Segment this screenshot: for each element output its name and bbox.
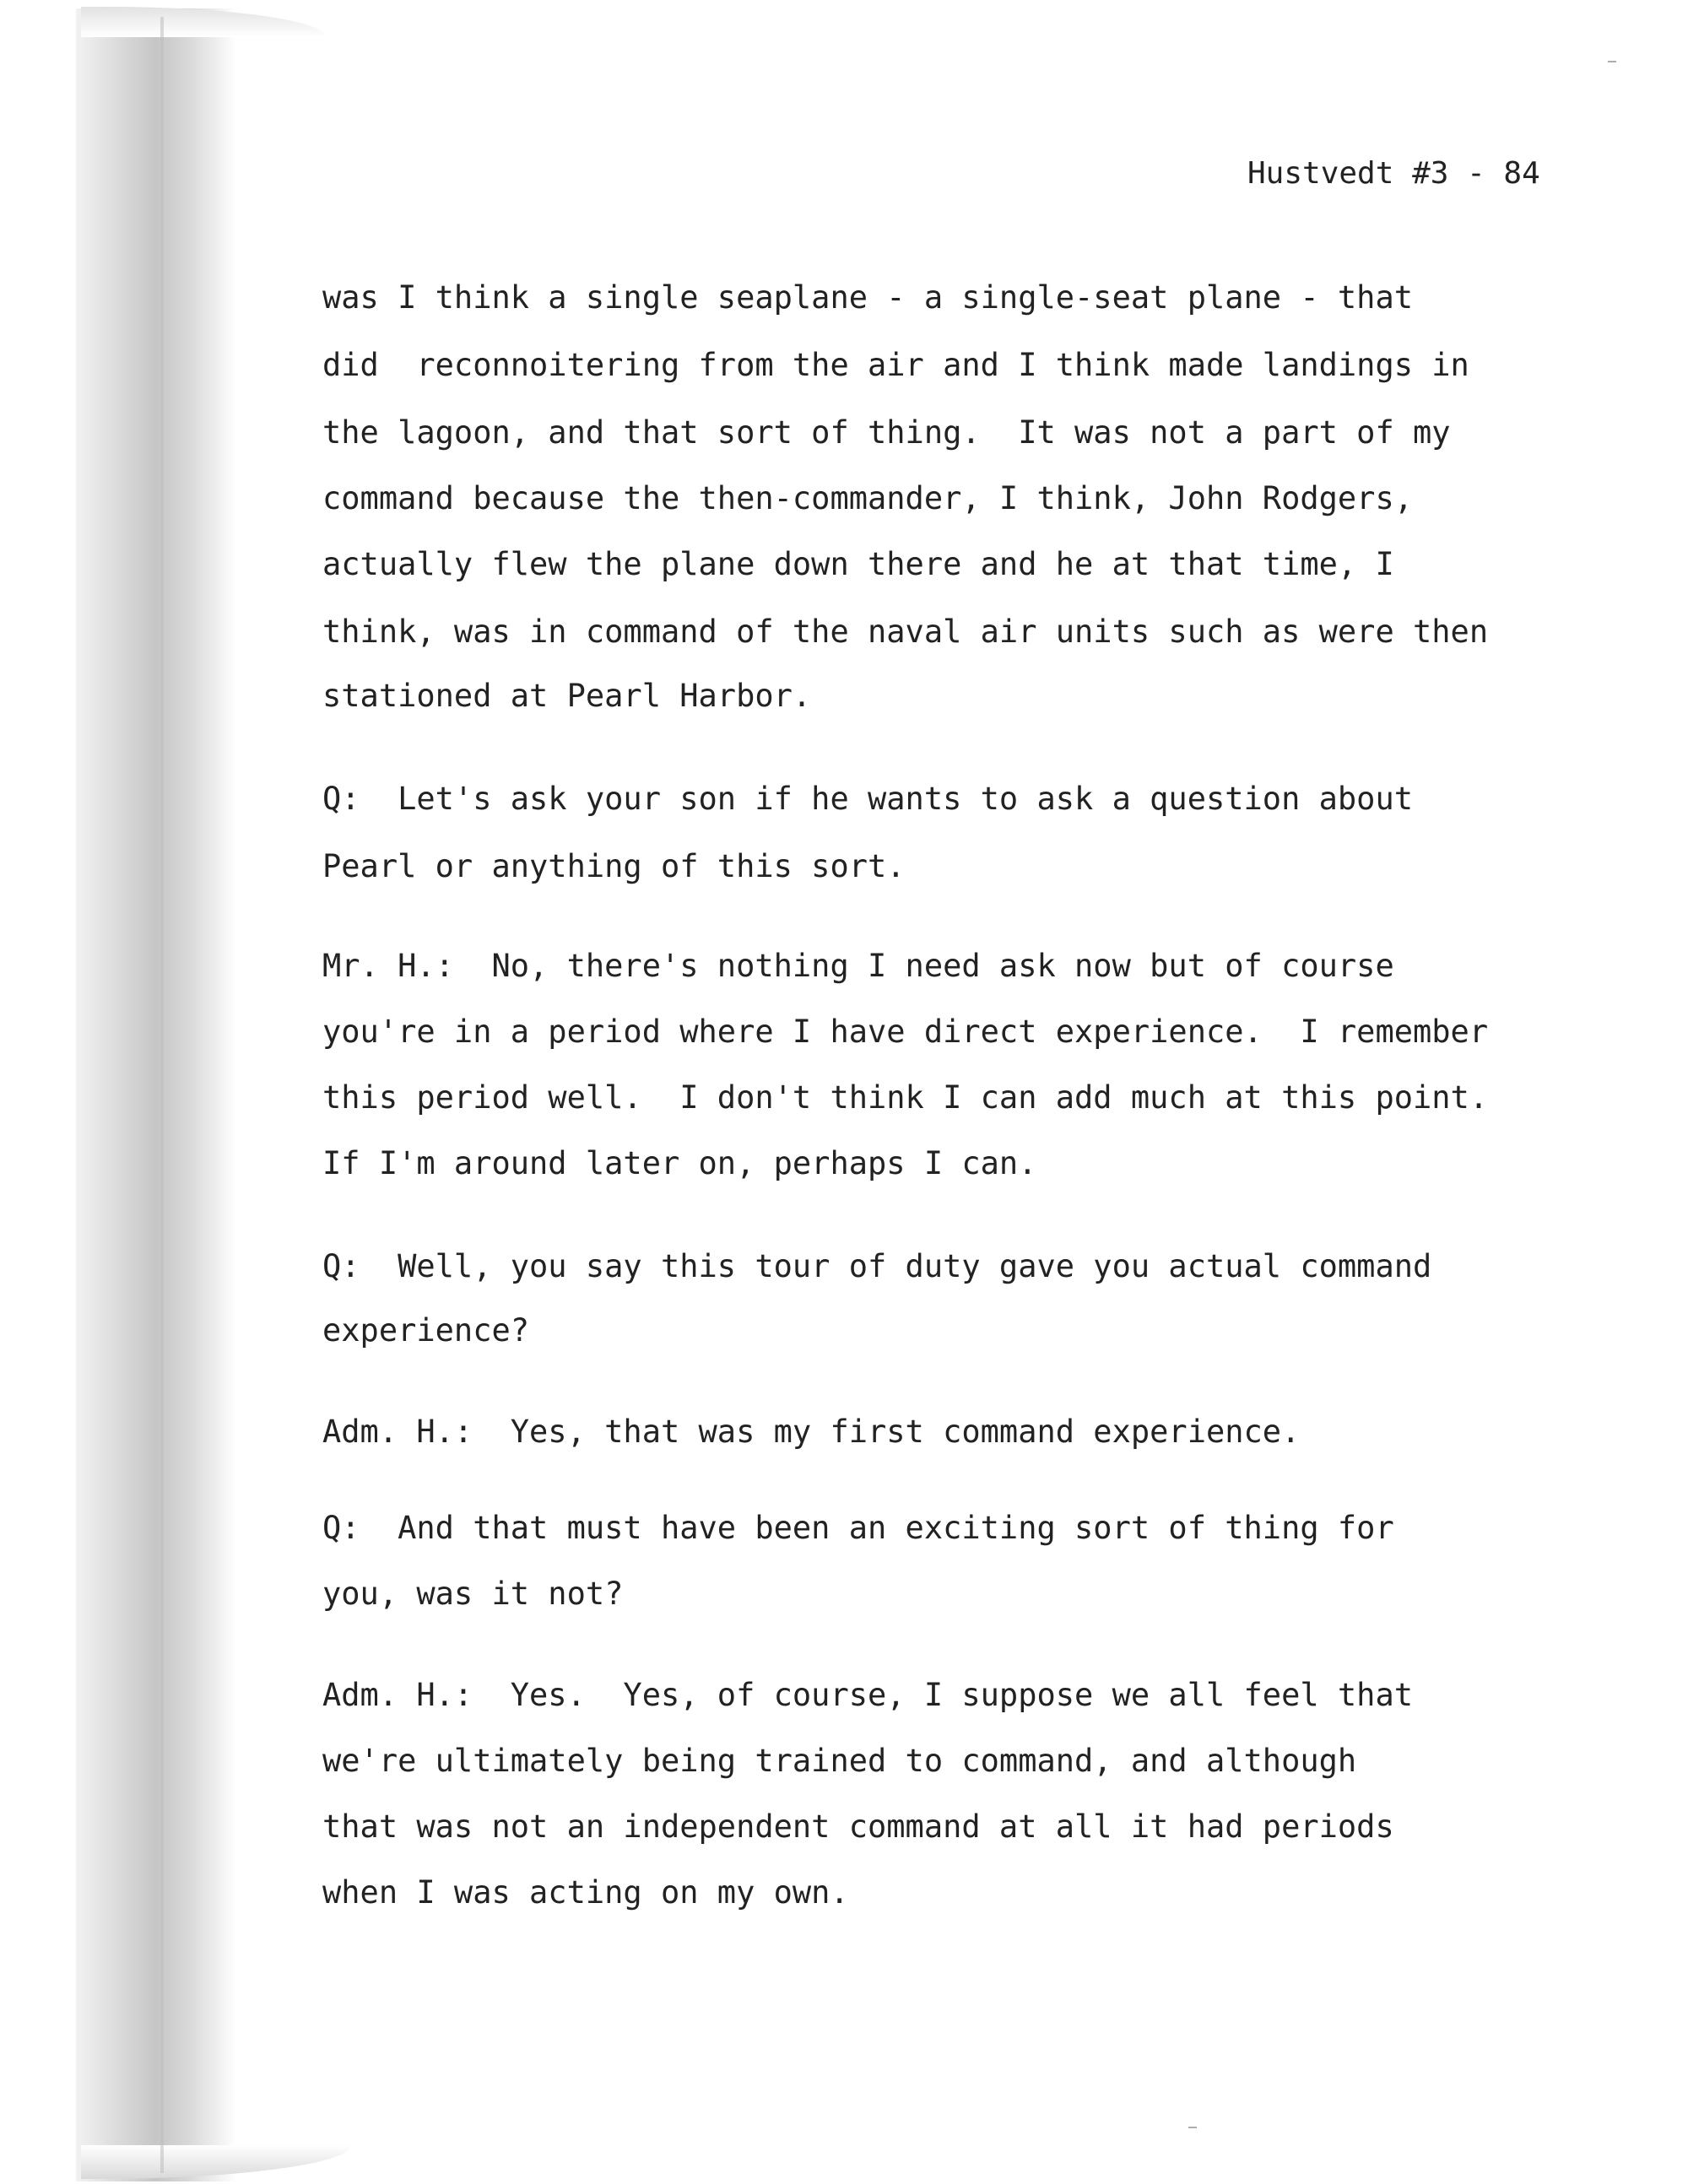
- binding-top-curl: [81, 7, 326, 37]
- text-line: you, was it not?: [322, 1576, 624, 1612]
- page-header: Hustvedt #3 - 84: [1247, 156, 1540, 191]
- scan-speck: [1188, 2127, 1197, 2128]
- text-line: command because the then-commander, I think, John Rodgers,: [322, 480, 1414, 516]
- text-line: actually flew the plane down there and he at that time, I: [322, 546, 1394, 582]
- text-line: Pearl or anything of this sort.: [322, 848, 906, 884]
- text-line: when I was acting on my own.: [322, 1874, 849, 1911]
- text-line: If I'm around later on, perhaps I can.: [322, 1145, 1037, 1181]
- text-line: did reconnoitering from the air and I think made landings in: [322, 347, 1469, 383]
- answer-line: Adm. H.: Yes, that was my first command experience.: [322, 1414, 1301, 1450]
- answer-line: Adm. H.: Yes. Yes, of course, I suppose we all feel that: [322, 1677, 1414, 1713]
- question-line: Q: Well, you say this tour of duty gave you actual command: [322, 1248, 1432, 1284]
- answer-line: Mr. H.: No, there's nothing I need ask now but of course: [322, 948, 1394, 984]
- text-line: think, was in command of the naval air units such as were then: [322, 614, 1489, 650]
- scan-speck: [1608, 61, 1616, 62]
- text-line: stationed at Pearl Harbor.: [322, 678, 812, 714]
- binding-bottom-curl: [81, 2145, 351, 2179]
- binding-shadow: [76, 8, 236, 2181]
- text-line: that was not an independent command at all it had periods: [322, 1808, 1394, 1845]
- question-line: Q: And that must have been an exciting sort of thing for: [322, 1510, 1394, 1546]
- text-line: the lagoon, and that sort of thing. It was not a part of my: [322, 414, 1451, 451]
- text-line: experience?: [322, 1312, 530, 1349]
- text-line: this period well. I don't think I can add much at this point.: [322, 1079, 1489, 1116]
- text-line: was I think a single seaplane - a single-seat plane - that: [322, 279, 1414, 316]
- question-line: Q: Let's ask your son if he wants to ask a question about: [322, 781, 1414, 817]
- text-line: we're ultimately being trained to command, and although: [322, 1743, 1357, 1779]
- binding-fold-line: [160, 17, 164, 2173]
- text-line: you're in a period where I have direct experience. I remember: [322, 1014, 1489, 1050]
